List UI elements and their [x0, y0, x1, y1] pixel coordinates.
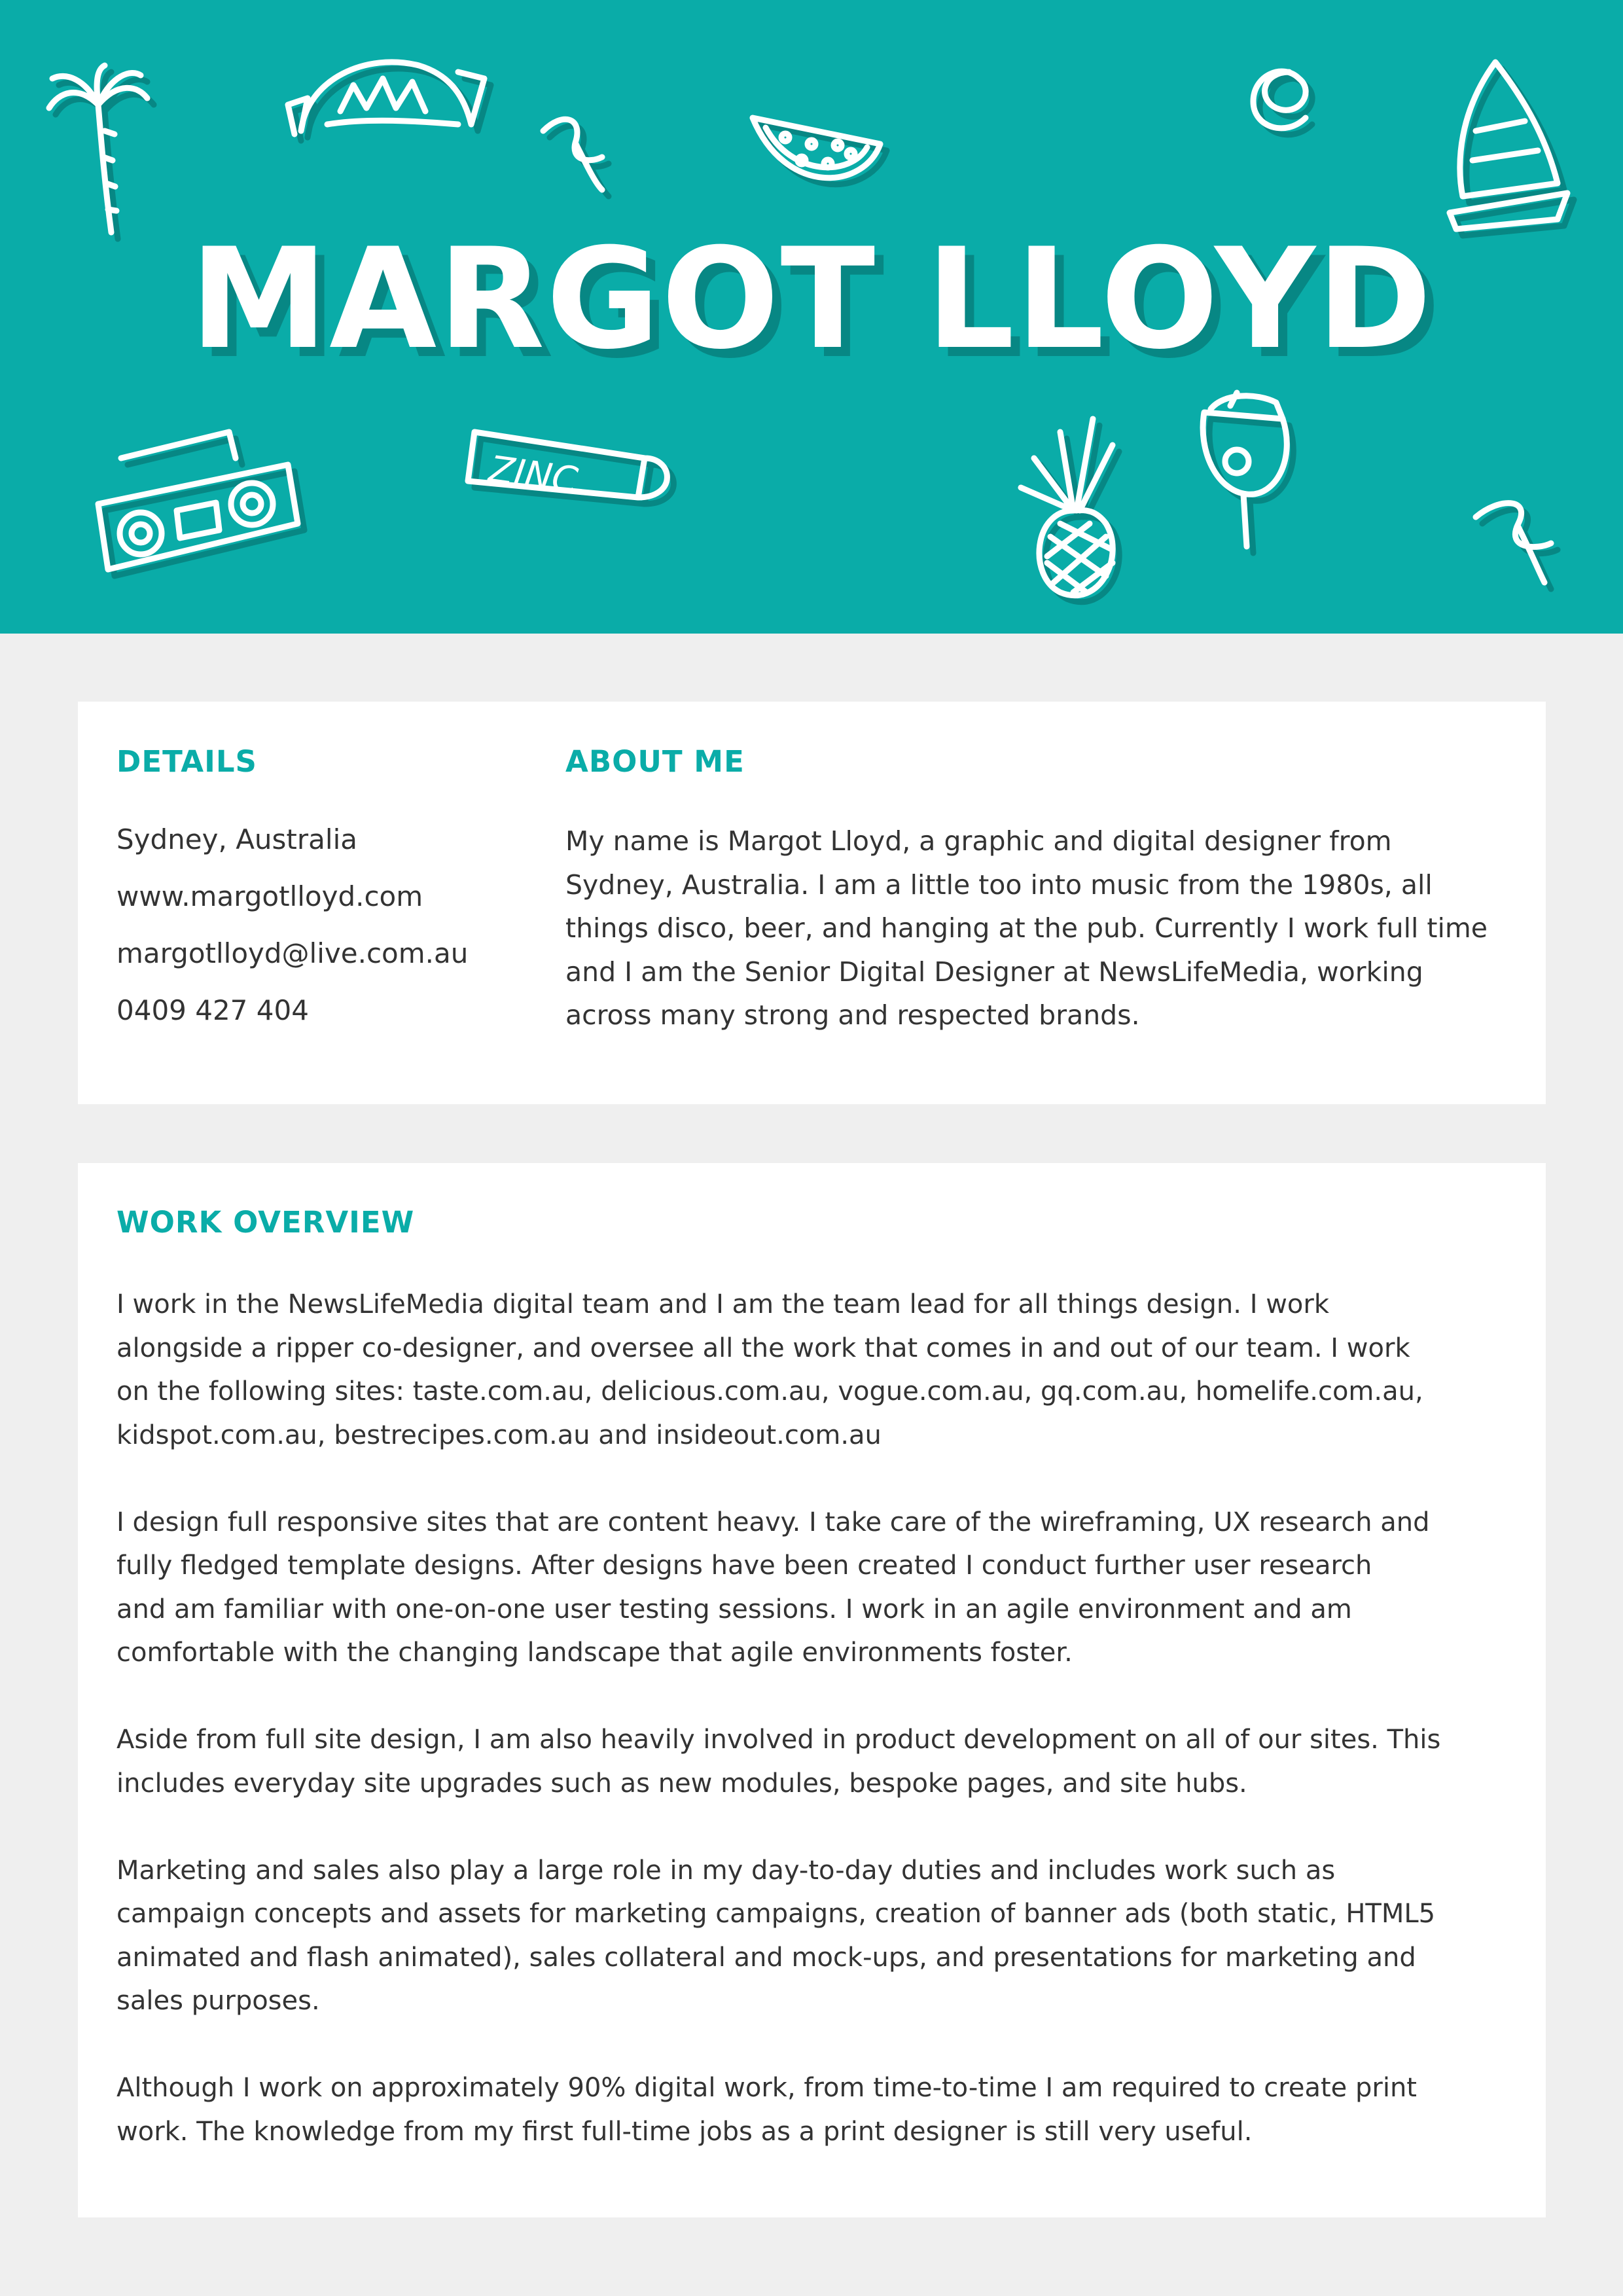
work-paragraph — [116, 1501, 1517, 1675]
work-line: Aside from full site design, I am also heavily involved in product development on all of our sites. This — [116, 1725, 1441, 1755]
detail-email[interactable]: margotlloyd@live.com.au — [116, 937, 469, 969]
about-line: across many strong and respected brands. — [565, 999, 1140, 1031]
work-line: sales purposes. — [116, 1986, 320, 2016]
work-line: kidspot.com.au, bestrecipes.com.au and insideout.com.au — [116, 1420, 882, 1450]
about-line: My name is Margot Lloyd, a graphic and digital designer from — [565, 825, 1392, 857]
work-paragraph — [116, 1283, 1517, 1457]
work-line: includes everyday site upgrades such as new modules, bespoke pages, and site hubs. — [116, 1768, 1247, 1799]
about-heading: ABOUT ME — [565, 744, 745, 779]
about-text — [565, 819, 1527, 1037]
work-line: work. The knowledge from my first full-time jobs as a print designer is still very useful. — [116, 2116, 1253, 2147]
about-line: and I am the Senior Digital Designer at NewsLifeMedia, working — [565, 956, 1423, 988]
work-line: Marketing and sales also play a large role in my day-to-day duties and includes work such as — [116, 1855, 1336, 1886]
work-line: Although I work on approximately 90% digital work, from time-to-time I am required to create print — [116, 2073, 1417, 2103]
work-overview-card — [78, 1163, 1546, 2217]
work-paragraph — [116, 1718, 1517, 1805]
about-line: Sydney, Australia. I am a little too into music from the 1980s, all — [565, 869, 1433, 901]
detail-website[interactable]: www.margotlloyd.com — [116, 880, 423, 912]
about-line: things disco, beer, and hanging at the pub. Currently I work full time — [565, 912, 1488, 944]
work-text — [116, 1283, 1517, 2153]
zinc-label: ZINC — [486, 448, 580, 503]
work-line: campaign concepts and assets for marketing campaigns, creation of banner ads (both static, HTML5 — [116, 1899, 1436, 1929]
work-line: on the following sites: taste.com.au, delicious.com.au, vogue.com.au, gq.com.au, homelife.com.au, — [116, 1376, 1423, 1407]
work-line: and am familiar with one-on-one user testing sessions. I work in an agile environment and am — [116, 1594, 1352, 1624]
details-about-card — [78, 702, 1546, 1104]
work-line: animated and flash animated), sales collateral and mock-ups, and presentations for marketing and — [116, 1942, 1416, 1973]
detail-location: Sydney, Australia — [116, 823, 357, 855]
work-paragraph — [116, 2066, 1517, 2153]
work-line: alongside a ripper co-designer, and oversee all the work that comes in and out of our team. I work — [116, 1333, 1410, 1363]
detail-phone: 0409 427 404 — [116, 994, 309, 1026]
header-banner — [0, 0, 1623, 634]
work-paragraph — [116, 1849, 1517, 2023]
work-line: I work in the NewsLifeMedia digital team and I am the team lead for all things design. I work — [116, 1289, 1330, 1319]
page-title: MARGOT LLOYD — [190, 218, 1433, 380]
work-line: fully fledged template designs. After designs have been created I conduct further user research — [116, 1551, 1372, 1581]
work-heading: WORK OVERVIEW — [116, 1205, 415, 1240]
details-heading: DETAILS — [116, 744, 257, 779]
work-line: comfortable with the changing landscape that agile environments foster. — [116, 1638, 1073, 1668]
work-line: I design full responsive sites that are content heavy. I take care of the wireframing, UX research and — [116, 1507, 1430, 1537]
